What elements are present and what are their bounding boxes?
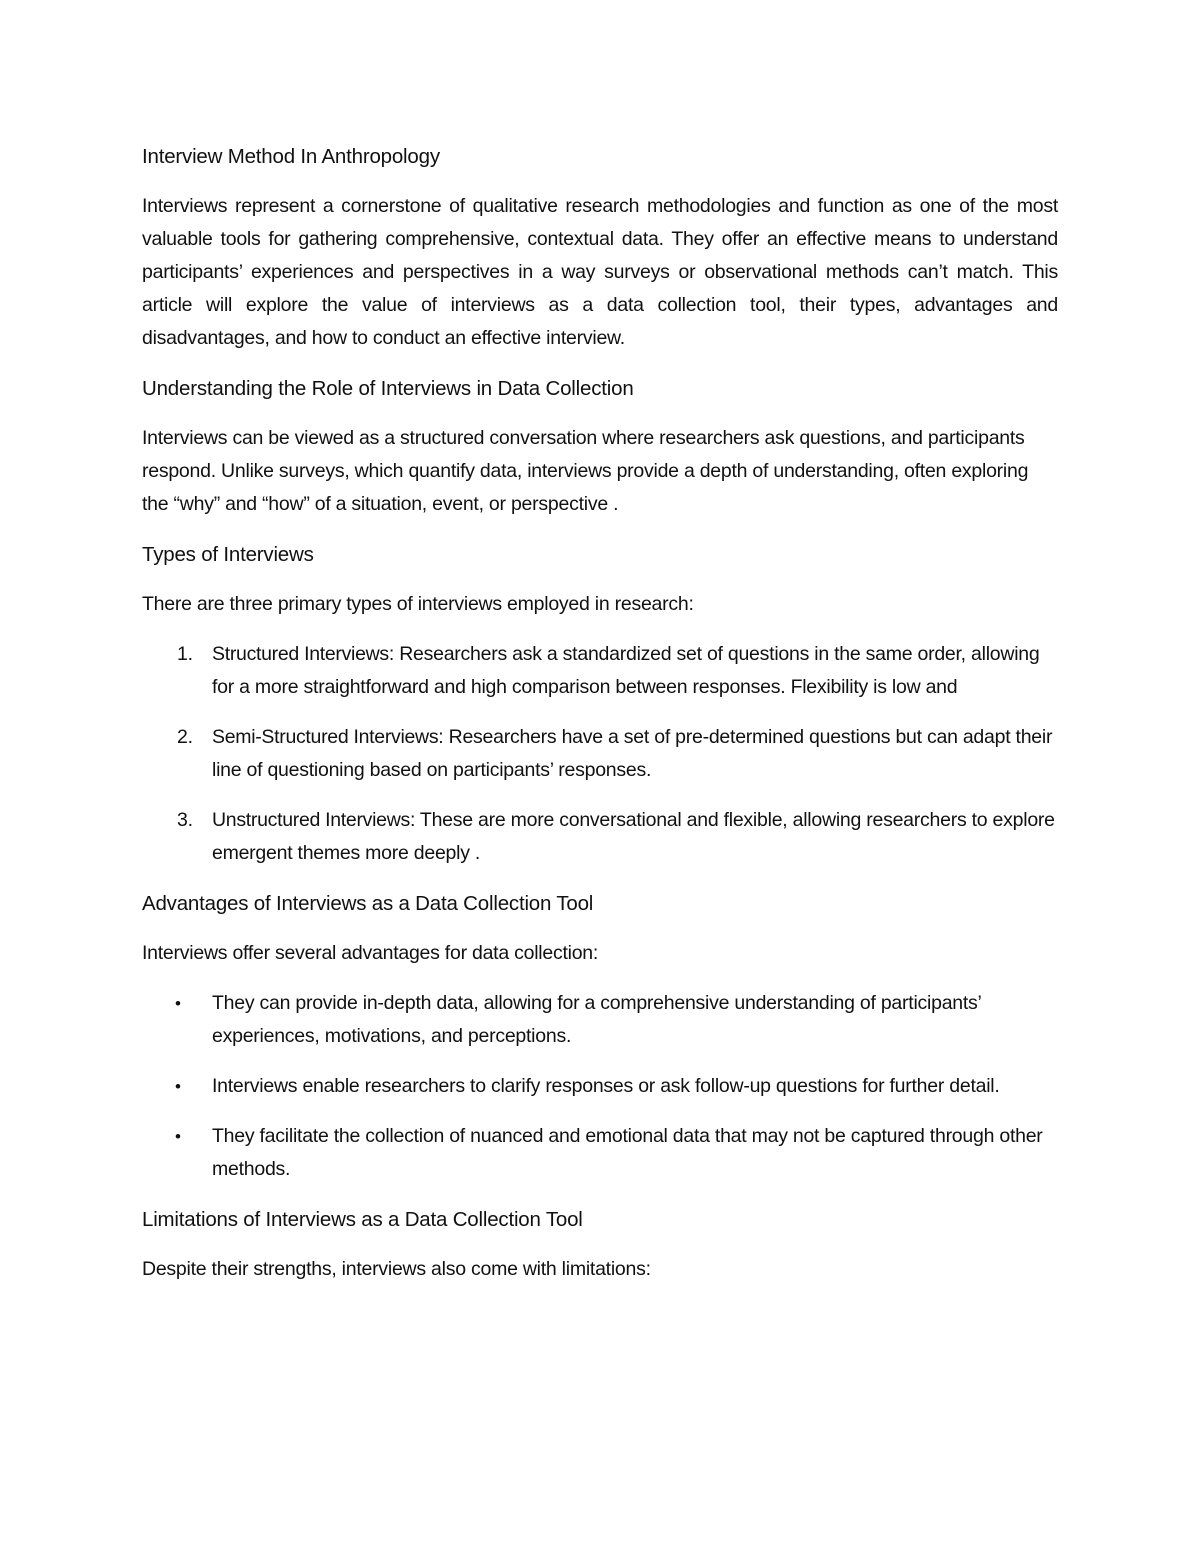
list-item-text: Interviews enable researchers to clarify responses or ask follow-up questions for further detail.	[212, 1075, 1000, 1097]
list-number: 3.	[177, 809, 193, 831]
advantages-intro-paragraph: Interviews offer several advantages for data collection:	[142, 942, 599, 964]
types-intro-paragraph: There are three primary types of interviews employed in research:	[142, 593, 694, 615]
list-item	[142, 987, 1058, 1053]
list-item	[142, 804, 1058, 870]
list-number: 1.	[177, 643, 193, 665]
bullet-icon: •	[175, 1127, 181, 1146]
section-heading-types: Types of Interviews	[142, 543, 314, 566]
list-item	[142, 721, 1058, 787]
list-item-text: : Researchers have a set of pre-determined questions but can adapt their line of questioning based on participants’ responses.	[212, 726, 1053, 781]
list-item-text: : Researchers ask a standardized set of questions in the same order, allowing for a more straightforward and high comparison between responses. Flexibility is low and	[212, 643, 1040, 698]
document-page	[142, 140, 1058, 1303]
types-list	[142, 638, 1058, 870]
list-item	[142, 638, 1058, 704]
section-heading-limitations: Limitations of Interviews as a Data Collection Tool	[142, 1208, 583, 1231]
list-item-term: Semi-Structured Interviews	[212, 726, 439, 748]
intro-paragraph: Interviews represent a cornerstone of qualitative research methodologies and function as one of the most valuable tools for gathering comprehensive, contextual data. They offer an effective means to understand participants’ experiences and perspectives in a way surveys or observational methods can’t match. This article will explore the value of interviews as a data collection tool, their types, advantages and disadvantages, and how to conduct an effective interview.	[142, 195, 1058, 349]
bullet-icon: •	[175, 1077, 181, 1096]
list-item-term: Unstructured Interviews	[212, 809, 410, 831]
bullet-icon: •	[175, 994, 181, 1013]
list-number: 2.	[177, 726, 193, 748]
list-item-text: : These are more conversational and flexible, allowing researchers to explore emergent themes more deeply .	[212, 809, 1055, 864]
limitations-intro-paragraph: Despite their strengths, interviews also come with limitations:	[142, 1258, 651, 1280]
list-item-term: Structured Interviews	[212, 643, 389, 665]
section-heading-advantages: Advantages of Interviews as a Data Collection Tool	[142, 892, 594, 915]
section-heading-role: Understanding the Role of Interviews in Data Collection	[142, 377, 634, 400]
list-item	[142, 1070, 1058, 1103]
advantages-list	[142, 987, 1058, 1186]
document-title: Interview Method In Anthropology	[142, 145, 440, 168]
list-item-text: They can provide in-depth data, allowing for a comprehensive understanding of participants’ experiences, motivations, and perceptions.	[212, 992, 981, 1047]
list-item-text: They facilitate the collection of nuanced and emotional data that may not be captured through other methods.	[212, 1125, 1043, 1180]
list-item	[142, 1120, 1058, 1186]
role-paragraph: Interviews can be viewed as a structured conversation where researchers ask questions, and participants respond. Unlike surveys, which quantify data, interviews provide a depth of understanding, often exploring the “why” and “how” of a situation, event, or perspective .	[142, 427, 1029, 515]
